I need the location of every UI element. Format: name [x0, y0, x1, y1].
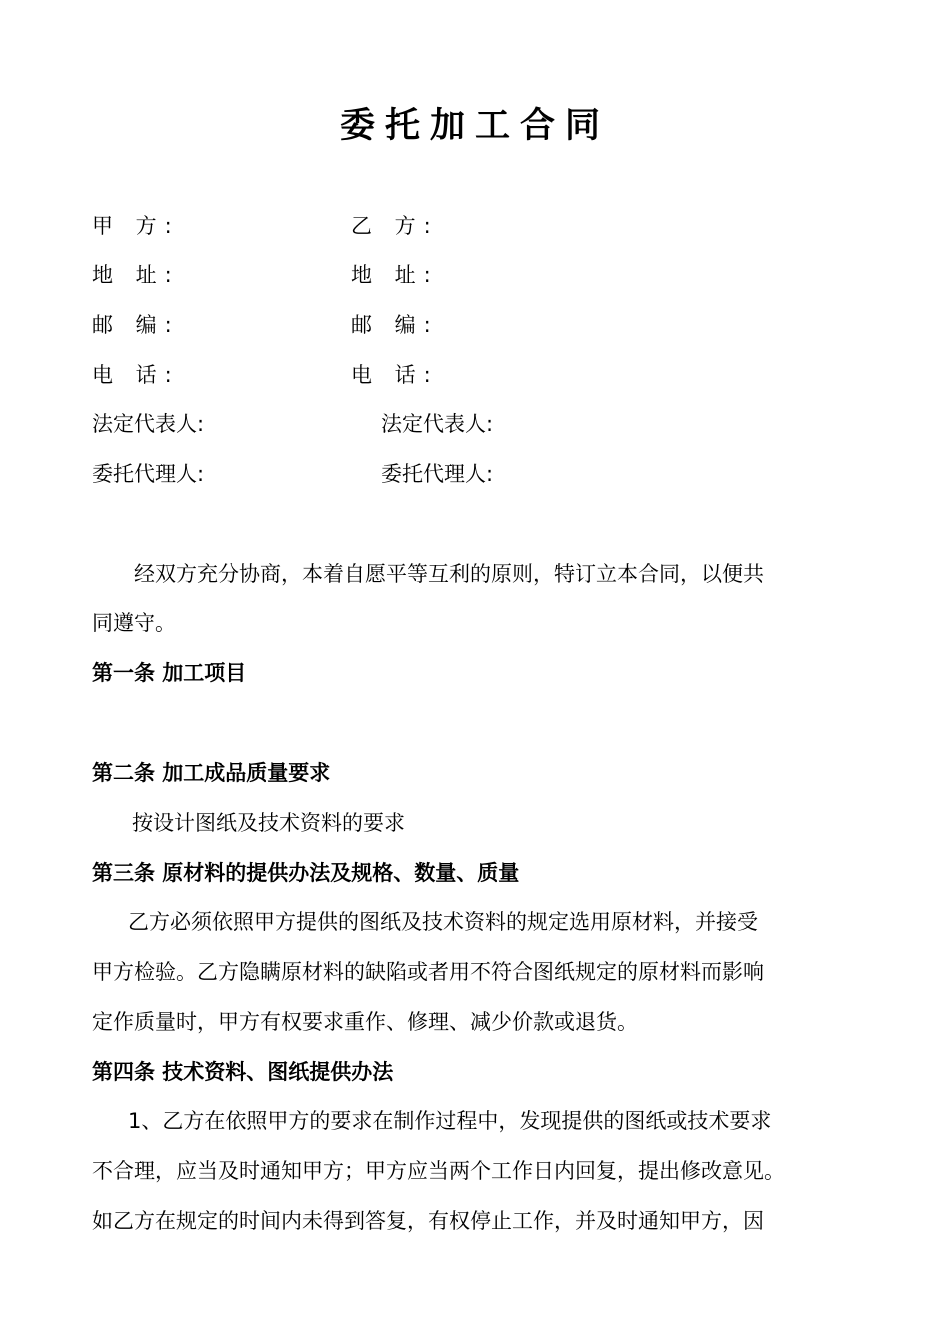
party-row-legal-rep: [0, 409, 950, 439]
party-a-postcode-label: 邮 编:: [92, 313, 180, 337]
party-b-postcode-label: 邮 编:: [351, 313, 439, 337]
party-a-agent-label: 委托代理人:: [92, 462, 205, 486]
article-heading: 第一条 加工项目: [92, 661, 247, 685]
article-line: 1、乙方在依照甲方的要求在制作过程中，发现提供的图纸或技术要求: [128, 1109, 772, 1133]
party-a-address-label: 地 址:: [92, 263, 180, 287]
party-a-name-label: 甲 方:: [92, 214, 180, 238]
article-heading: 第二条 加工成品质量要求: [92, 761, 331, 785]
party-row-address: [0, 260, 950, 290]
party-row-postcode: [0, 310, 950, 340]
party-row-name: [0, 211, 950, 241]
party-b-agent-label: 委托代理人:: [381, 462, 494, 486]
preamble-line: 经双方充分协商，本着自愿平等互利的原则，特订立本合同，以便共: [134, 562, 764, 586]
preamble-line: 同遵守。: [92, 611, 176, 635]
article-line: 定作质量时，甲方有权要求重作、修理、减少价款或退货。: [92, 1010, 638, 1034]
party-b-phone-label: 电 话:: [351, 363, 439, 387]
article-line: 不合理，应当及时通知甲方；甲方应当两个工作日内回复，提出修改意见。: [92, 1159, 785, 1183]
contract-title: 委托加工合同: [339, 106, 610, 146]
article-line: 乙方必须依照甲方提供的图纸及技术资料的规定选用原材料，并接受: [128, 910, 758, 934]
party-b-name-label: 乙 方:: [351, 214, 439, 238]
party-row-agent: [0, 459, 950, 489]
party-a-phone-label: 电 话:: [92, 363, 180, 387]
article-line: 如乙方在规定的时间内未得到答复，有权停止工作，并及时通知甲方，因: [92, 1209, 764, 1233]
party-b-address-label: 地 址:: [351, 263, 439, 287]
party-b-legal-rep-label: 法定代表人:: [381, 412, 494, 436]
party-a-legal-rep-label: 法定代表人:: [92, 412, 205, 436]
party-row-phone: [0, 360, 950, 390]
article-heading: 第四条 技术资料、图纸提供办法: [92, 1060, 394, 1084]
article-line: 甲方检验。乙方隐瞒原材料的缺陷或者用不符合图纸规定的原材料而影响: [92, 960, 764, 984]
article-heading: 第三条 原材料的提供办法及规格、数量、质量: [92, 861, 520, 885]
article-line: 按设计图纸及技术资料的要求: [132, 811, 405, 835]
